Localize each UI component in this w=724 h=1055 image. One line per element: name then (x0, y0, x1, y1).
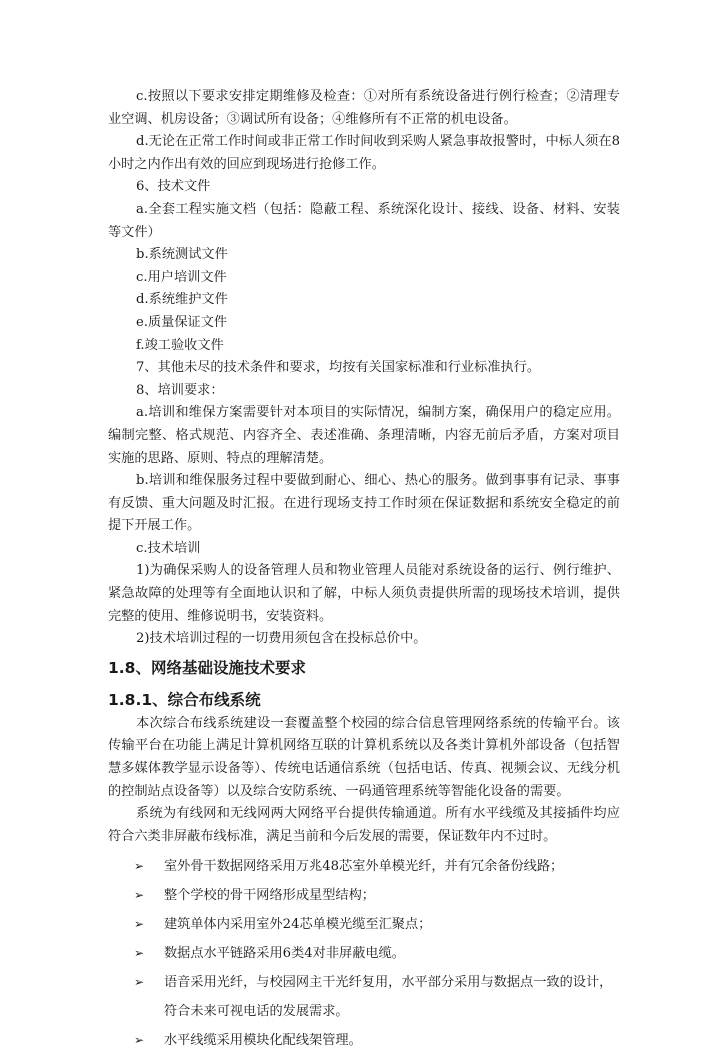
bullet-list (108, 852, 620, 1055)
arrow-bullet-icon: ➢ (134, 1033, 145, 1048)
document-body (108, 86, 620, 1055)
section-heading-network: 1.8、网络基础设施技术要求 (108, 658, 306, 677)
arrow-bullet-icon: ➢ (134, 917, 145, 932)
list-item (108, 968, 620, 1026)
paragraph-training-a: a.培训和维保方案需要针对本项目的实际情况，编制方案，确保用户的稳定应用。编制完整、格式规范、内容齐全、表述准确、条理清晰，内容无前后矛盾，方案对项目实施的思路、原则、特点的理解清楚。 (108, 405, 620, 466)
paragraph-maintenance-c: c.按照以下要求安排定期维修及检查：①对所有系统设备进行例行检查；②清理专业空调、机房设备；③调试所有设备；④维修所有不正常的机电设备。 (108, 89, 620, 127)
arrow-bullet-icon: ➢ (134, 975, 145, 990)
paragraph-tech-docs-b: b.系统测试文件 (136, 247, 228, 263)
paragraph-other-requirements: 7、其他未尽的技术条件和要求，均按有关国家标准和行业标准执行。 (136, 360, 541, 376)
list-item (108, 881, 620, 910)
paragraph-training-title: 8、培训要求： (136, 382, 224, 398)
list-item-text: 数据点水平链路采用6类4对非屏蔽电缆。 (164, 946, 405, 962)
list-item-text: 水平线缆采用模块化配线架管理。 (164, 1033, 362, 1049)
list-item (108, 939, 620, 968)
arrow-bullet-icon: ➢ (134, 888, 145, 903)
paragraph-training-c-2: 2)技术培训过程的一切费用须包含在投标总价中。 (136, 631, 427, 647)
paragraph-tech-docs-e: e.质量保证文件 (136, 314, 228, 330)
paragraph-tech-docs-d: d.系统维护文件 (136, 292, 228, 308)
list-item-text: 室外骨干数据网络采用万兆48芯室外单模光纤，并有冗余备份线路； (164, 859, 564, 875)
paragraph-training-b: b.培训和维保服务过程中要做到耐心、细心、热心的服务。做到事事有记录、事事有反馈、重大问题及时汇报。在进行现场支持工作时须在保证数据和系统安全稳定的前提下开展工作。 (108, 473, 620, 534)
arrow-bullet-icon: ➢ (134, 859, 145, 874)
paragraph-maintenance-d: d.无论在正常工作时间或非正常工作时间收到采购人紧急事故报警时，中标人须在8小时之内作出有效的回应到现场进行抢修工作。 (108, 134, 620, 172)
list-item (108, 852, 620, 881)
list-item-text: 语音采用光纤，与校园网主干光纤复用，水平部分采用与数据点一致的设计，符合未来可视电话的发展需求。 (164, 975, 613, 1020)
list-item (108, 910, 620, 939)
list-item (108, 1026, 620, 1055)
paragraph-training-c: c.技术培训 (136, 540, 201, 556)
paragraph-cabling-overview: 本次综合布线系统建设一套覆盖整个校园的综合信息管理网络系统的传输平台。该传输平台在功能上满足计算机网络互联的计算机系统以及各类计算机外部设备（包括智慧多媒体教学显示设备等）、传统电话通信系统（包括电话、传真、视频会议、无线分机的控制站点设备等）以及综合安防系统、一码通管理系统等智能化设备的需要。 (108, 715, 620, 799)
arrow-bullet-icon: ➢ (134, 946, 145, 961)
paragraph-tech-docs-title: 6、技术文件 (136, 179, 211, 195)
list-item-text: 建筑单体内采用室外24芯单模光缆至汇聚点； (164, 917, 432, 933)
subsection-heading-cabling: 1.8.1、综合布线系统 (108, 690, 261, 709)
paragraph-tech-docs-f: f.竣工验收文件 (136, 337, 224, 353)
paragraph-tech-docs-c: c.用户培训文件 (136, 269, 227, 285)
paragraph-cabling-standard: 系统为有线网和无线网两大网络平台提供传输通道。所有水平线缆及其接插件均应符合六类非屏蔽布线标准，满足当前和今后发展的需要，保证数年内不过时。 (108, 806, 620, 844)
paragraph-training-c-1: 1)为确保采购人的设备管理人员和物业管理人员能对系统设备的运行、例行维护、紧急故障的处理等有全面地认识和了解，中标人须负责提供所需的现场技术培训，提供完整的使用、维修说明书，安装资料。 (108, 563, 620, 624)
list-item-text: 整个学校的骨干网络形成星型结构； (164, 888, 375, 904)
paragraph-tech-docs-a: a.全套工程实施文档（包括：隐蔽工程、系统深化设计、接线、设备、材料、安装等文件） (108, 201, 620, 240)
